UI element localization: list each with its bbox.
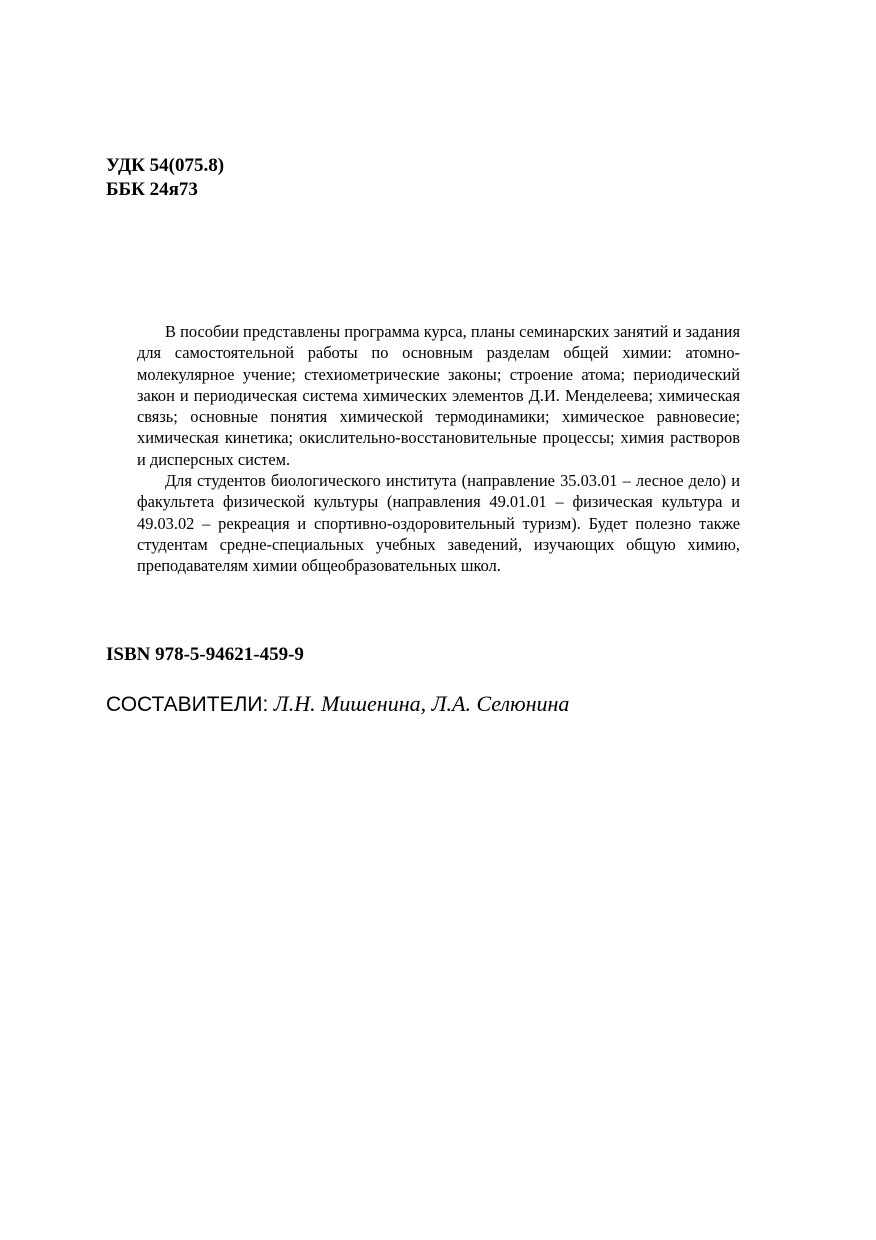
compilers-line [106, 689, 569, 720]
bbk-code: ББК 24я73 [106, 179, 198, 200]
compilers-names: Л.Н. Мишенина, Л.А. Селюнина [273, 691, 570, 716]
annotation-paragraph-audience: Для студентов биологического института (направление 35.03.01 – лесное дело) и факультета физической культуры (направления 49.01.01 – физическая культура и 49.03.02 – рекреация и спортивно-оздоровительный туризм). Будет полезно также студентам средне-специальных учебных заведений, изучающих общую химию, преподавателям химии общеобразовательных школ. [137, 471, 740, 576]
udk-code: УДК 54(075.8) [106, 155, 225, 176]
isbn-number: ISBN 978-5-94621-459-9 [106, 644, 304, 665]
compilers-label: СОСТАВИТЕЛИ: [106, 693, 269, 716]
annotation-paragraph-content: В пособии представлены программа курса, планы семинарских занятий и задания для самостоятельной работы по основным разделам общей химии: атомно-молекулярное учение; стехиометрические законы; строение атома; периодический закон и периодическая система химических элементов Д.И. Менделеева; химическая связь; основные понятия химической термодинамики; химическое равновесие; химическая кинетика; окислительно-восстановительные процессы; химия растворов и дисперсных систем. [137, 322, 740, 469]
annotation [137, 321, 740, 577]
classification-codes [106, 154, 224, 202]
